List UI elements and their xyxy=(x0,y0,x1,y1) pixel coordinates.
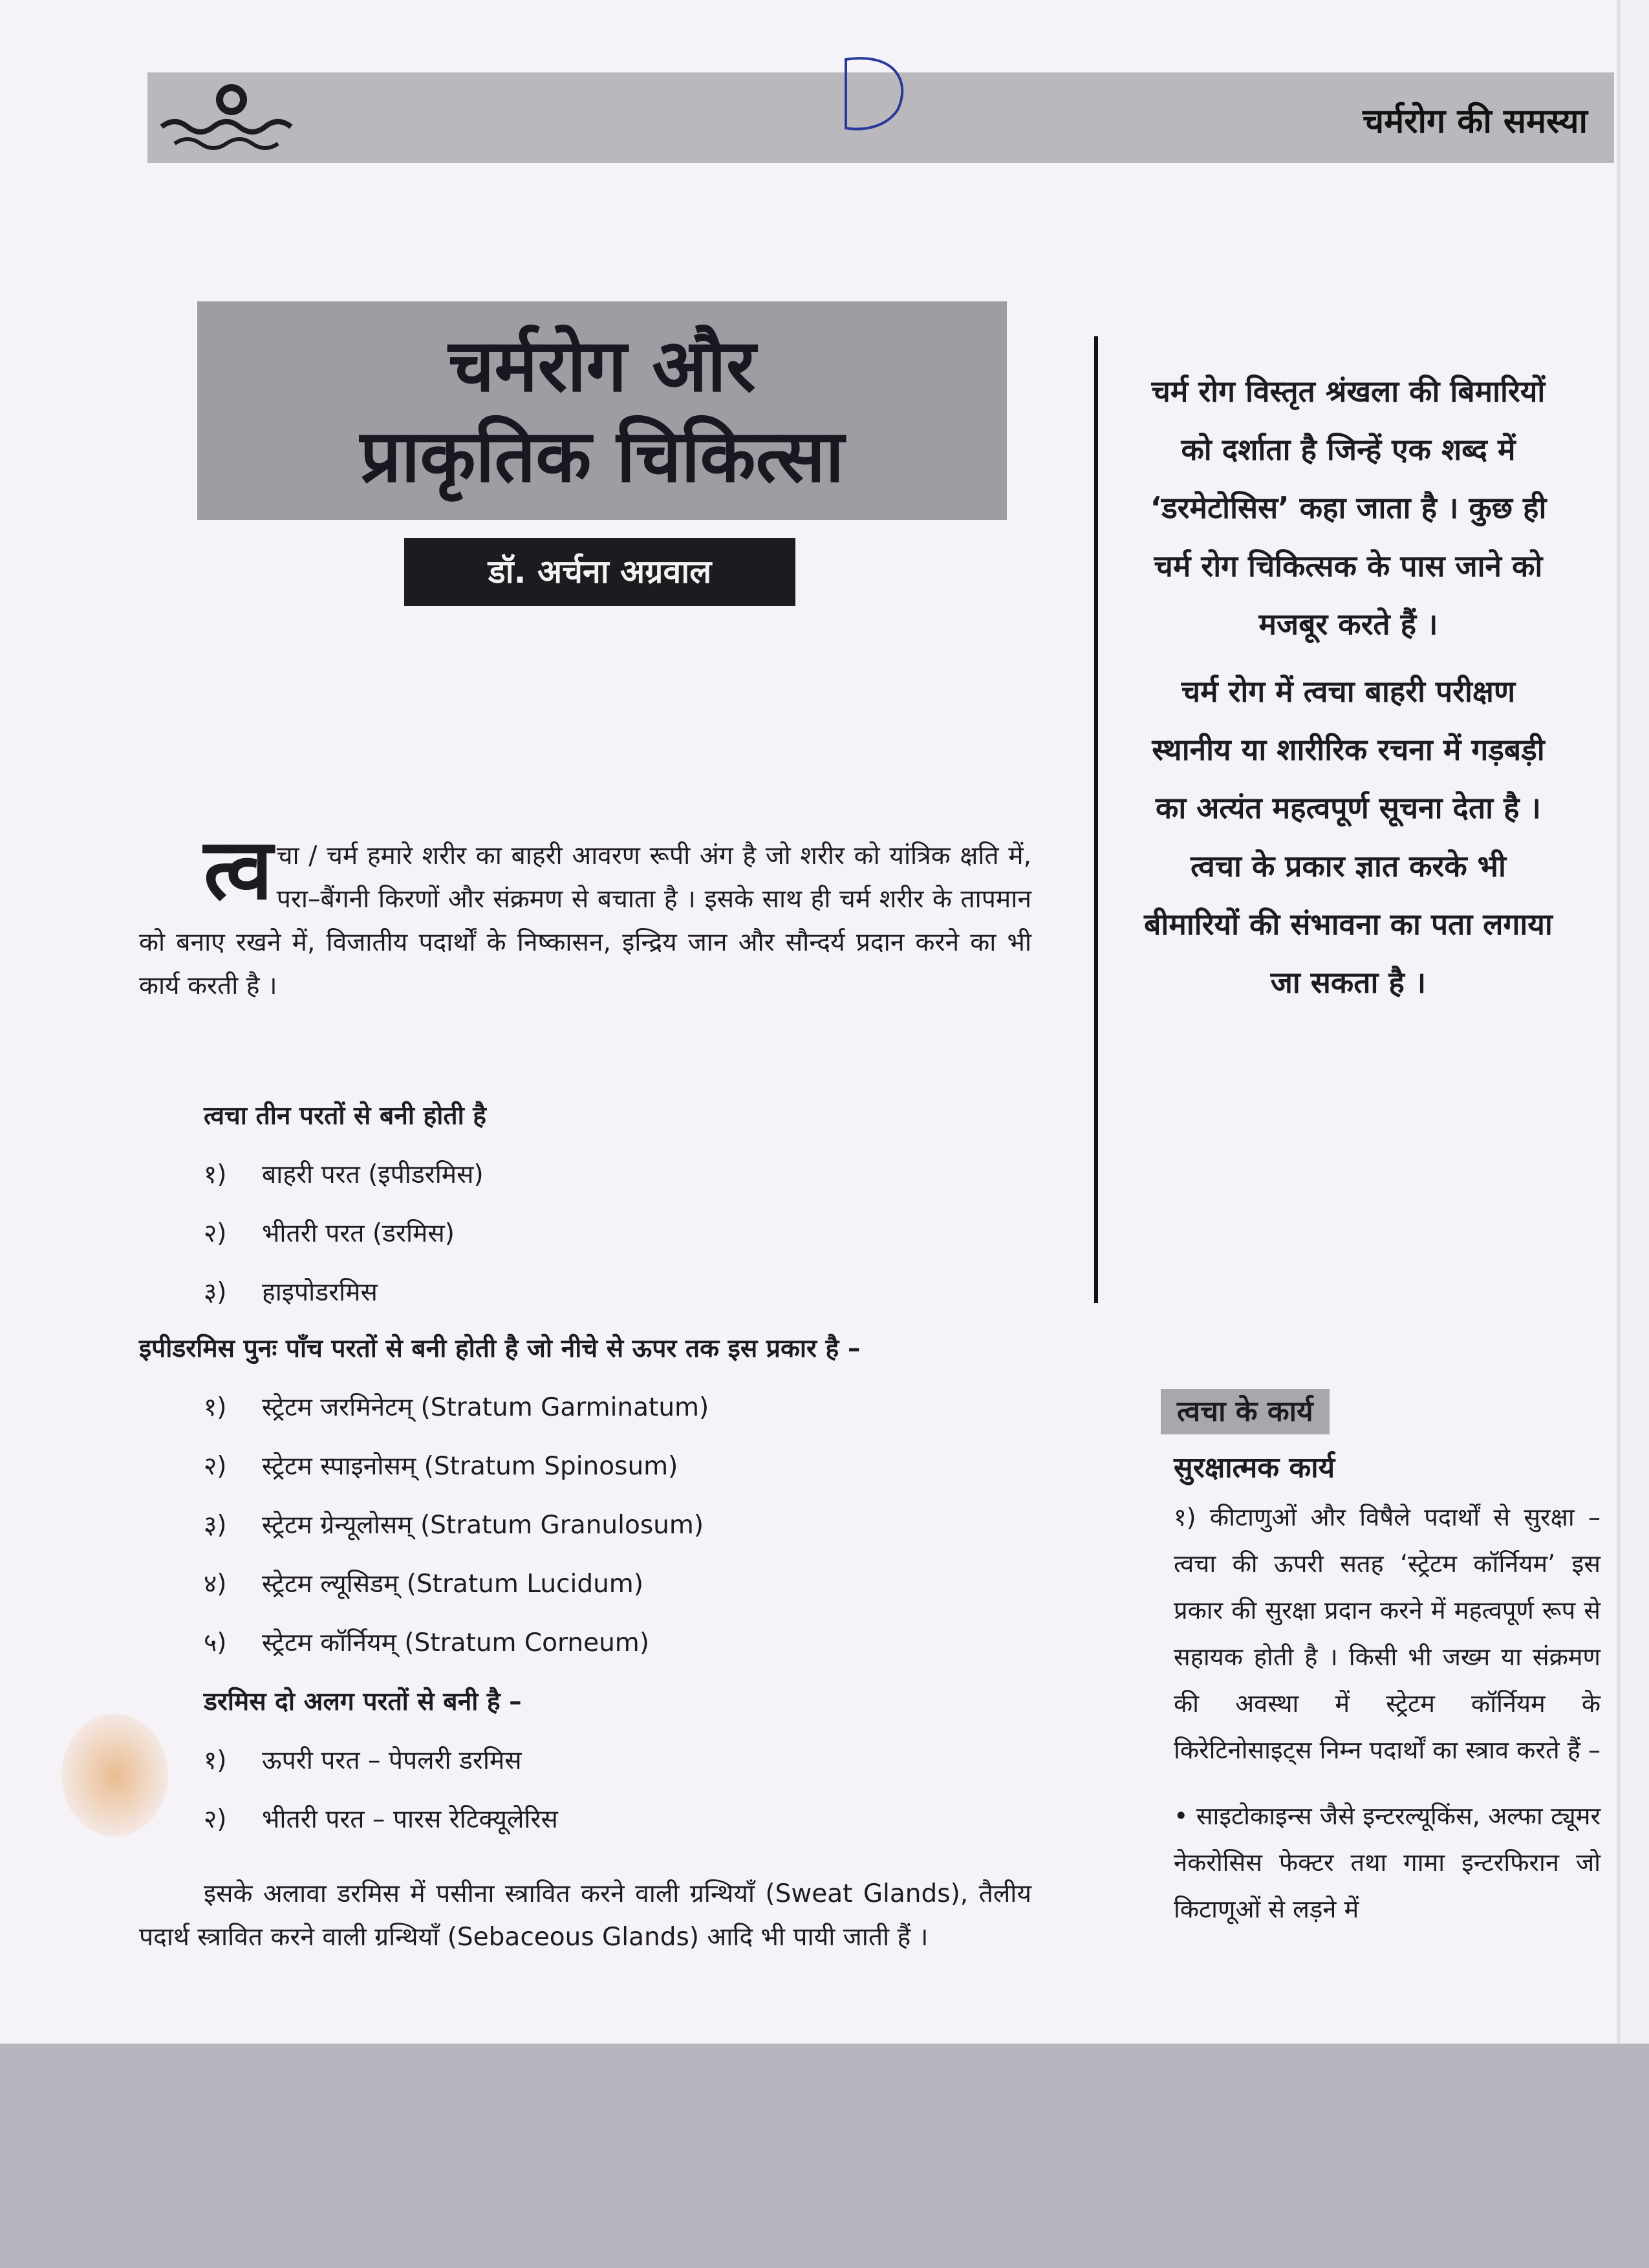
article-title-line-2: प्राकृतिक चिकित्सा xyxy=(360,414,845,499)
pull-quote-para-2: चर्म रोग में त्वचा बाहरी परीक्षण स्थानीय या शारीरिक रचना में गड़बड़ी का अत्यंत महत्वपूर्ण सूचना देता है । त्वचा के प्रकार ज्ञात करके भी बीमारियों की संभावना का पता लगाया जा सकता है । xyxy=(1144,674,1553,1000)
scan-background xyxy=(0,2044,1649,2268)
section-subtitle: सुरक्षात्मक कार्य xyxy=(1174,1451,1335,1484)
list-item: १) स्ट्रेटम जरमिनेटम् (Stratum Garminatum) xyxy=(204,1393,709,1422)
list-item: ५) स्ट्रेटम कॉर्नियम् (Stratum Corneum) xyxy=(204,1628,650,1658)
intro-text: चा / चर्म हमारे शरीर का बाहरी आवरण रूपी अंग है जो शरीर को यांत्रिक क्षति में, परा–बैंगनी किरणों और संक्रमण से बचाता है । इसके साथ ही चर्म शरीर के तापमान को बनाए रखने में, विजातीय पदार्थों के निष्कासन, इन्द्रिय जान और सौन्दर्य प्रदान करने का भी कार्य करती है । xyxy=(139,841,1031,1000)
pull-quote-para-1: चर्म रोग विस्तृत श्रंखला की बिमारियों को दर्शाता है जिन्हें एक शब्द में ‘डरमेटोसिस’ कहा जाता है । कुछ ही चर्म रोग चिकित्सक के पास जाने को मजबूर करते हैं । xyxy=(1150,374,1547,642)
left-column xyxy=(139,1086,1031,1849)
list-item: ३) हाइपोडरमिस xyxy=(204,1278,378,1307)
section-title: त्वचा के कार्य xyxy=(1161,1389,1330,1434)
handwritten-page-mark xyxy=(820,45,917,142)
list-item: १) बाहरी परत (इपीडरमिस) xyxy=(204,1160,484,1189)
drop-cap: त्व xyxy=(204,819,273,918)
outro-paragraph xyxy=(139,1872,1031,1959)
article-title-line-1: चर्मरोग और xyxy=(448,323,756,408)
outro-text: इसके अलावा डरमिस में पसीना स्त्रावित करने वाली ग्रन्थियाँ (Sweat Glands), तैलीय पदार्थ स्त्रावित करने वाली ग्रन्थियाँ (Sebaceous Glands) आदि भी पायी जाती हैं । xyxy=(139,1879,1031,1952)
column-divider xyxy=(1094,336,1098,1303)
intro-paragraph xyxy=(139,819,1031,1008)
epidermis-heading: इपीडरमिस पुनः पाँच परतों से बनी होती है जो नीचे से ऊपर तक इस प्रकार है – xyxy=(139,1334,861,1363)
pull-quote xyxy=(1138,362,1558,1021)
list-item: २) स्ट्रेटम स्पाइनोसम् (Stratum Spinosum) xyxy=(204,1452,678,1481)
layers-heading: त्वचा तीन परतों से बनी होती है xyxy=(204,1101,486,1130)
list-item: २) भीतरी परत (डरमिस) xyxy=(204,1219,455,1248)
list-item: ४) स्ट्रेटम ल्यूसिडम् (Stratum Lucidum) xyxy=(204,1570,644,1599)
sun-waves-logo-icon xyxy=(155,72,323,163)
running-head: चर्मरोग की समस्या xyxy=(1363,102,1588,141)
list-item: ३) स्ट्रेटम ग्रेन्यूलोसम् (Stratum Granulosum) xyxy=(204,1511,704,1540)
functions-bullet: • साइटोकाइन्स जैसे इन्टरल्यूकिंस, अल्फा ट्यूमर नेकरोसिस फेक्टर तथा गामा इन्टरफिरान जो किटाणूओं से लड़ने में xyxy=(1174,1802,1600,1923)
article-title-box xyxy=(197,301,1007,520)
list-item: २) भीतरी परत – पारस रेटिक्यूलेरिस xyxy=(204,1805,558,1834)
author-name: डॉ. अर्चना अग्रवाल xyxy=(404,538,795,606)
right-column-body xyxy=(1109,1494,1600,1932)
functions-para-1: १) कीटाणुओं और विषैले पदार्थों से सुरक्षा – त्वचा की ऊपरी सतह ‘स्ट्रेटम कॉर्नियम’ इस प्रकार की सुरक्षा प्रदान करने में महत्वपूर्ण रूप से सहायक होती है । किसी भी जख्म या संक्रमण की अवस्था में स्ट्रेटम कॉर्नियम के किरेटिनोसाइट्स निम्न पदार्थों का स्त्राव करते हैं – xyxy=(1174,1503,1600,1764)
list-item: १) ऊपरी परत – पेपलरी डरमिस xyxy=(204,1746,522,1775)
dermis-heading: डरमिस दो अलग परतों से बनी है – xyxy=(204,1687,522,1716)
